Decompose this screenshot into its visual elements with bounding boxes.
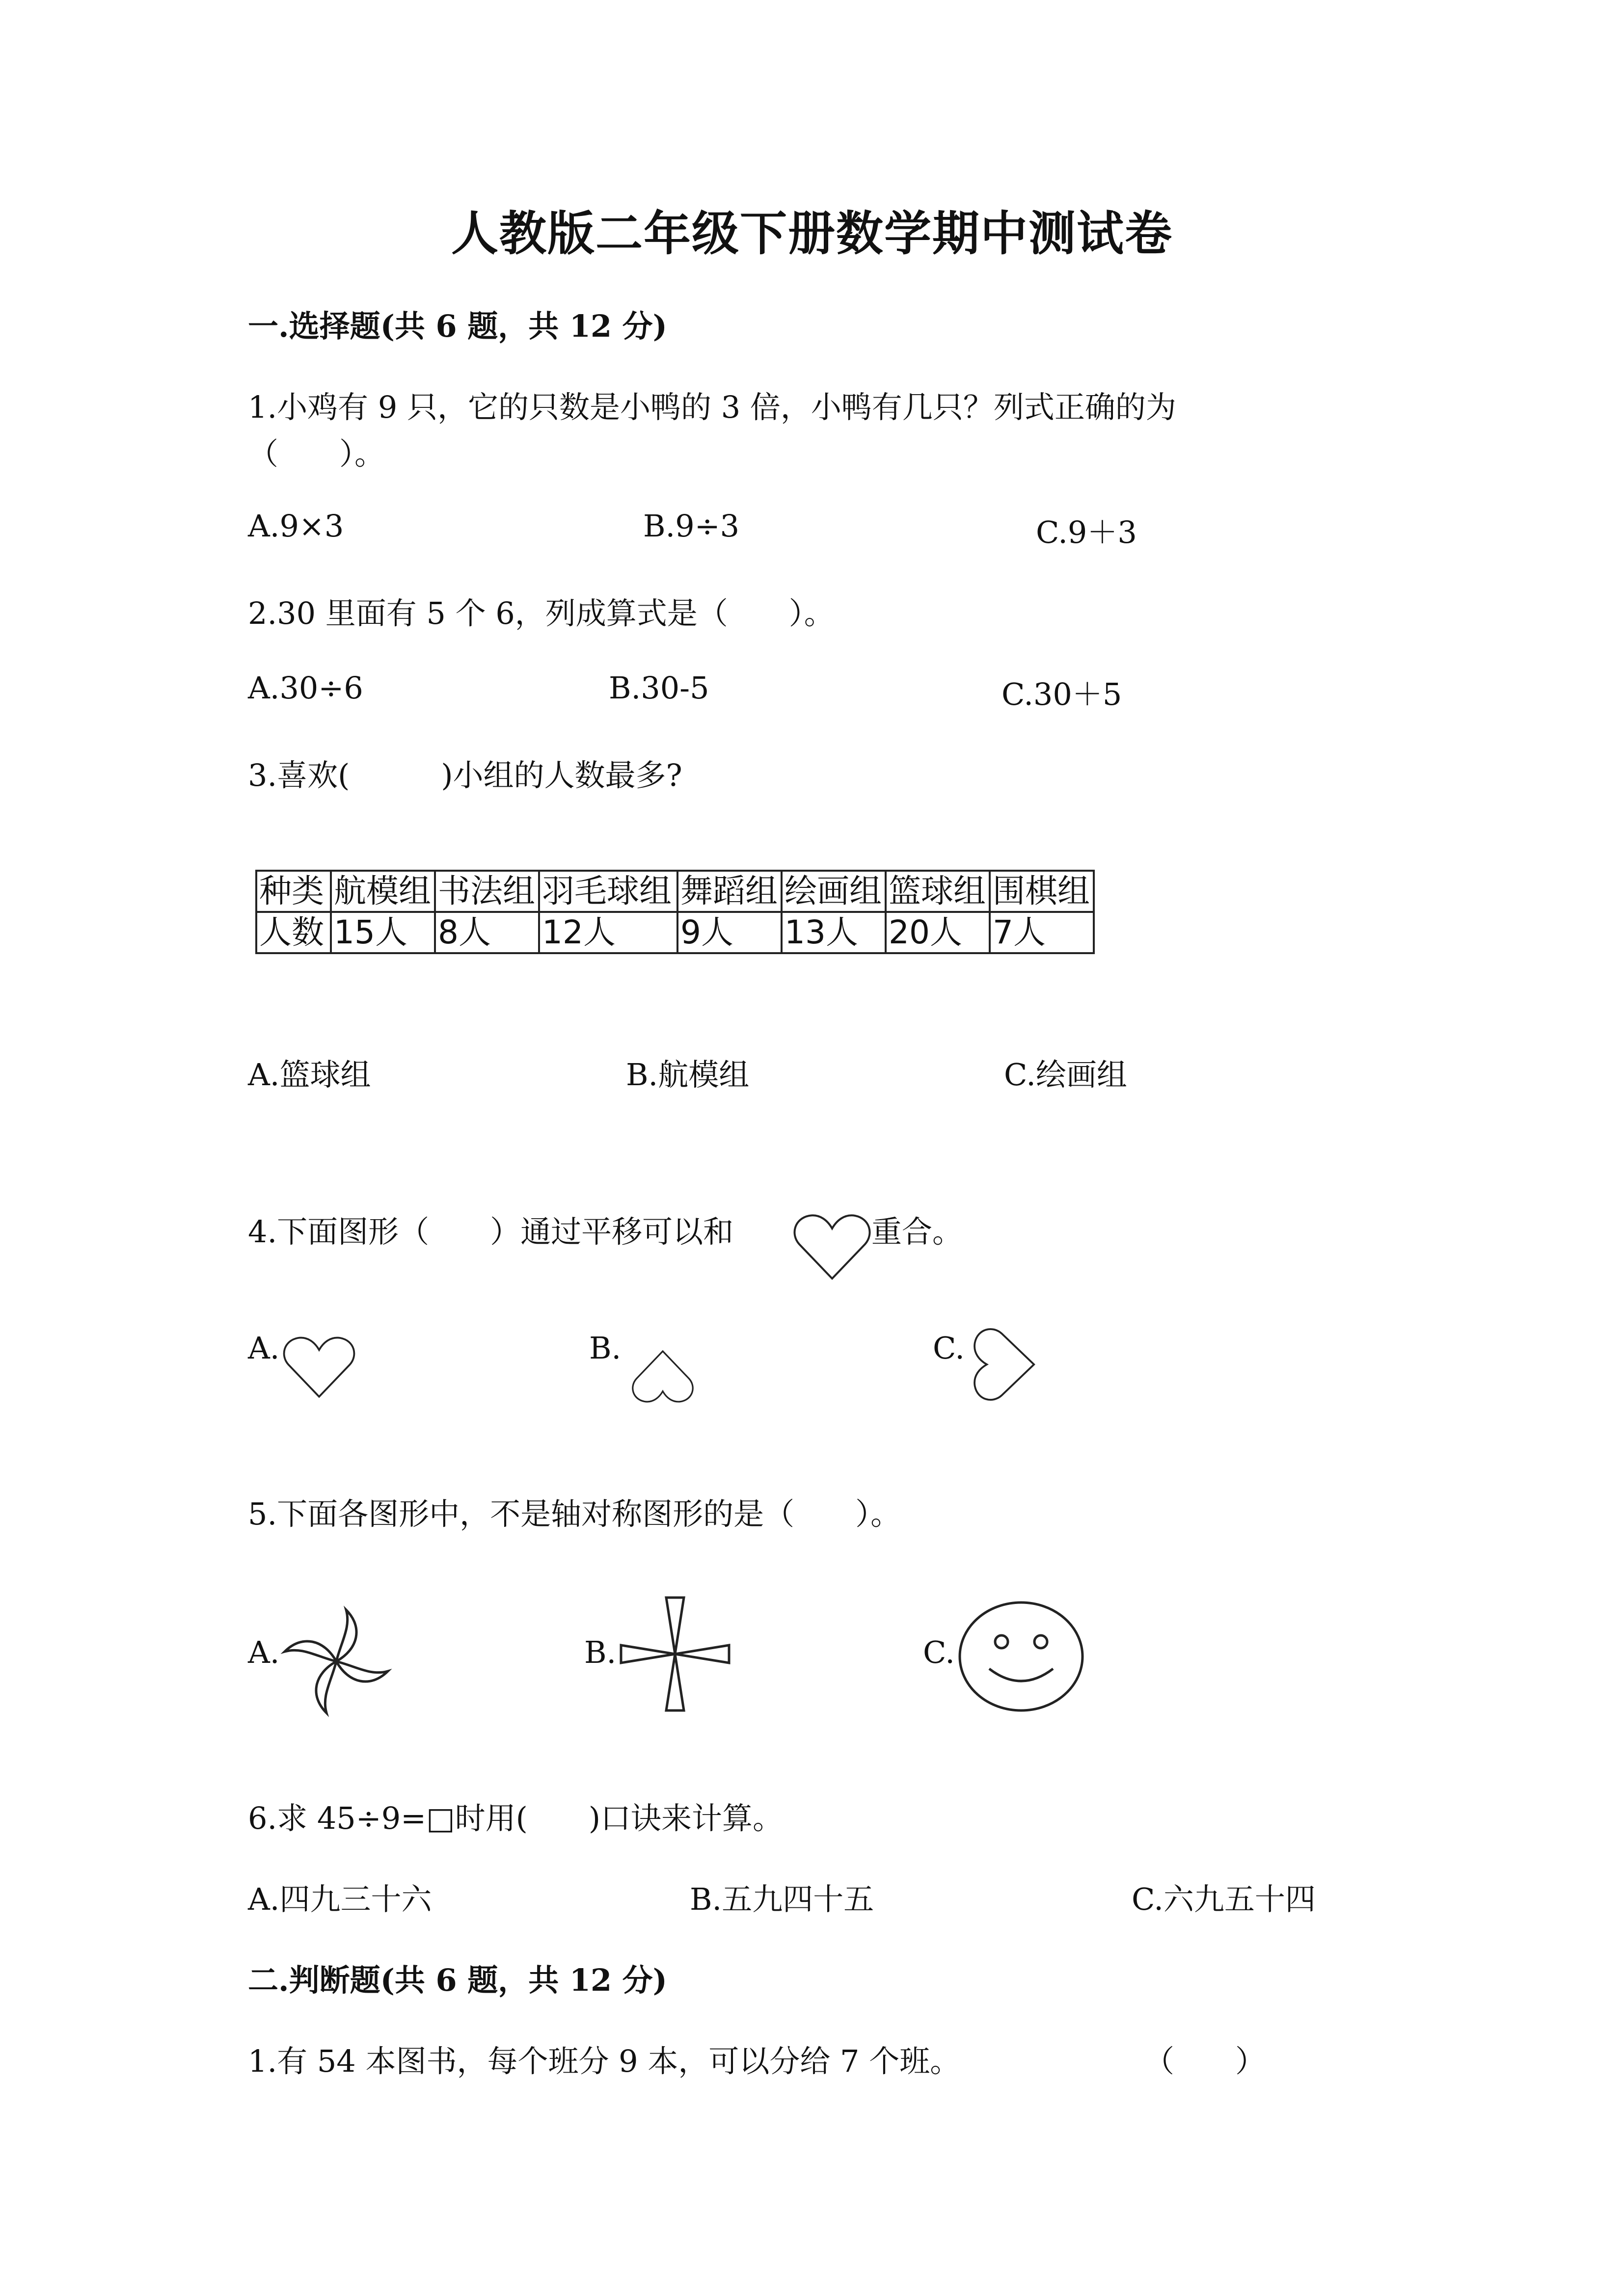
section-heading-judgement: 二.判断题(共 6 题，共 12 分)	[248, 1962, 668, 1998]
table-cell: 围棋组	[990, 871, 1094, 912]
table-cell: 人数	[256, 912, 331, 953]
question-3-option-b[interactable]: B.航模组	[626, 1057, 750, 1093]
table-cell: 羽毛球组	[539, 871, 677, 912]
table-cell: 航模组	[331, 871, 435, 912]
table-row-counts	[256, 912, 1094, 953]
question-2-option-c[interactable]: C.30＋5	[1001, 676, 1122, 712]
question-4-option-a[interactable]: A.	[248, 1330, 280, 1366]
section-heading-choice: 一.选择题(共 6 题，共 12 分)	[248, 308, 668, 344]
question-1-option-c[interactable]: C.9＋3	[1036, 514, 1137, 550]
table-row-header	[256, 871, 1094, 912]
table-cell: 篮球组	[886, 871, 990, 912]
question-6-option-c[interactable]: C.六九五十四	[1132, 1881, 1316, 1917]
question-1-blank: （ ）。	[248, 436, 385, 472]
question-4-option-c[interactable]: C.	[933, 1330, 965, 1366]
question-1-option-a[interactable]: A.9×3	[248, 508, 344, 544]
question-6-option-a[interactable]: A.四九三十六	[248, 1881, 432, 1917]
question-1-text: 1.小鸡有 9 只，它的只数是小鸭的 3 倍，小鸭有几只？列式正确的为	[248, 389, 1176, 425]
question-3-text: 3.喜欢( )小组的人数最多?	[248, 757, 682, 793]
question-5-option-c[interactable]: C.	[923, 1634, 955, 1670]
table-cell: 15人	[331, 912, 435, 953]
question-6-text: 6.求 45÷9=□时用( )口诀来计算。	[248, 1800, 784, 1836]
question-6-option-b[interactable]: B.五九四十五	[690, 1881, 874, 1917]
table-cell: 20人	[886, 912, 990, 953]
question-2-option-b[interactable]: B.30-5	[609, 670, 709, 706]
question-3-option-a[interactable]: A.篮球组	[248, 1057, 371, 1093]
question-2-option-a[interactable]: A.30÷6	[248, 670, 363, 706]
table-cell: 7人	[990, 912, 1094, 953]
table-cell: 13人	[782, 912, 886, 953]
heart-upright-icon[interactable]	[280, 1333, 358, 1401]
table-cell: 书法组	[435, 871, 539, 912]
question-2-text: 2.30 里面有 5 个 6，列成算式是（ ）。	[248, 595, 835, 631]
interest-group-table	[255, 870, 1095, 954]
question-5-option-a[interactable]: A.	[248, 1634, 280, 1670]
page-title: 人教版二年级下册数学期中测试卷	[451, 206, 1173, 261]
pinwheel-icon[interactable]	[280, 1605, 393, 1718]
table-cell: 绘画组	[782, 871, 886, 912]
table-cell: 12人	[539, 912, 677, 953]
table-cell: 9人	[677, 912, 782, 953]
question-3-option-c[interactable]: C.绘画组	[1004, 1057, 1127, 1093]
judgement-1-text: 1.有 54 本图书，每个班分 9 本，可以分给 7 个班。	[248, 2043, 961, 2079]
question-4-text-end: 重合。	[871, 1214, 963, 1250]
heart-rotated-icon[interactable]	[965, 1325, 1043, 1404]
smiley-face-icon[interactable]	[957, 1600, 1085, 1713]
question-5-text: 5.下面各图形中，不是轴对称图形的是（ ）。	[248, 1496, 901, 1532]
judgement-1-answer-blank[interactable]: （ ）	[1144, 2043, 1266, 2079]
question-1-option-b[interactable]: B.9÷3	[643, 508, 740, 544]
table-cell: 种类	[256, 871, 331, 912]
question-4-option-b[interactable]: B.	[589, 1330, 622, 1366]
reference-heart-icon	[790, 1210, 874, 1283]
question-4-text: 4.下面图形（ ）通过平移可以和	[248, 1214, 734, 1250]
table-cell: 舞蹈组	[677, 871, 782, 912]
table-cell: 8人	[435, 912, 539, 953]
question-5-option-b[interactable]: B.	[584, 1634, 617, 1670]
cross-star-icon[interactable]	[619, 1595, 731, 1713]
heart-inverted-icon[interactable]	[623, 1347, 702, 1406]
